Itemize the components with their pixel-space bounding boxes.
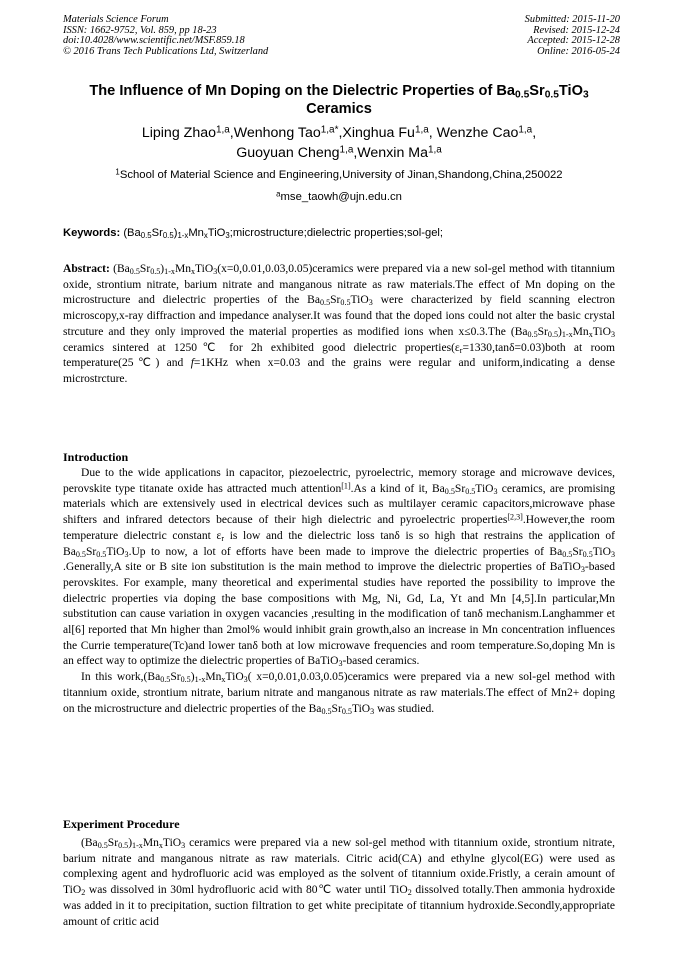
- affiliation: $^1$School of Material Science and Engineering,University of Jinan,Shandong,China,250022: [115, 167, 563, 181]
- revised-date: Revised: 2015-12-24: [533, 24, 620, 36]
- copyright-line: © 2016 Trans Tech Publications Ltd, Switzerland: [63, 45, 269, 57]
- intro-paragraph-2: In this $work,(Ba_{0.5}Sr_{0.5})_{1-x}Mn_xTiO_3$( x=0,0.01,0.03,0.05)ceramics were prepared via a new sol-gel method with titannium oxide, strontium nitrate, barium nitrate and manganous nitrate as raw materials.The effect of Mn2+ doping on the microstructure and dielectric properties of the $Ba_{0.5}Sr_{0.5}TiO_3$ was studied.: [63, 671, 615, 716]
- doi-line: doi:10.4028/www.scientific.net/MSF.859.18: [63, 35, 245, 47]
- introduction-heading: Introduction: [63, 450, 129, 464]
- intro-paragraph-1: Due to the wide applications in capacitor, piezoelectric, pyroelectric, memory storage and microwave devices, perovskite type titanate oxide has attracted much attention[1].As a kind of it, $Ba_{0.5}Sr_{0.5}TiO_3$ ceramics, are promising materials which are extensively used in electrical devices such as multilayer ceramic capacitors,microwave phase shifters and infrared detectors because of their high dielectric and pyroelectric properties[2,3].However,the room temperature dielectric constant $\varepsilon_r$ is low and the dielectric loss tanδ is so high that restrains the application of $Ba_{0.5}Sr_{0.5}TiO_3.Up$ to now, a lot of efforts have been made to improve the dielectric properties of $Ba_{0.5}Sr_{0.5}TiO_3$ .Generally,A site or B site ion substitution is the main method to improve the dielectric properties of BaTiO$_3$-based perovskites. For example, many theoretical and experimental studies have reported the possibility to improve the dielectric properties via doping the base compositions with Mg, Ni, Gd, La, Yt and Mn [4,5].In particular,Mn substitution can cause variation in oxygen vacancies ,resulting in the modification of tanδ mechanism.Langhammer et al[6] reported that Mn higher than 2mol% would inhibit grain growth,also an increase in Mn concentration influences the Currie temperature(Tc)and lower tanδ both at low microwave frequencies and room temperature.So,doping Mn is an effect way to optimize the dielectric properties of BaTiO$_3$-based ceramics.: [63, 467, 616, 669]
- paper-title: The Influence of Mn Doping on the Dielectric Properties of $Ba_{0.5}Sr_{0.5}TiO_3$ Ceramics: [89, 83, 589, 117]
- abstract: [63, 262, 615, 388]
- introduction-body: [63, 466, 615, 717]
- experiment-heading: Experiment Procedure: [63, 817, 180, 831]
- journal-info: [63, 15, 268, 57]
- journal-name: Materials Science Forum: [63, 14, 169, 25]
- author-email: $^a$mse_taowh@ujn.edu.cn: [276, 189, 402, 203]
- keywords: [63, 226, 618, 240]
- author-list: Liping Zhao$^{1,a}$,Wenhong Tao$^{1,a*}$,Xinghua Fu$^{1,a}$, Wenzhe Cao$^{1,a}$, Guoyuan Cheng$^{1,a}$,Wenxin Ma$^{1,a}$: [141, 124, 537, 161]
- online-date: Online: 2016-05-24: [537, 45, 620, 57]
- keywords-label: Keywords:: [63, 227, 121, 239]
- keywords-text: $(Ba_{0.5}Sr_{0.5})_{1-x}Mn_xTiO_3;microstructure;dielectric$ properties;sol-gel;: [123, 227, 444, 240]
- accepted-date: Accepted: 2015-12-28: [527, 35, 620, 47]
- submission-dates: [525, 15, 620, 57]
- experiment-body: [63, 836, 615, 930]
- experiment-paragraph-1: $(Ba_{0.5}Sr_{0.5})_{1-x}Mn_xTiO_3$ ceramics were prepared via a new sol-gel method with titannium oxide, strontium nitrate, barium nitrate and manganous nitrate as raw materials. Citric acid(CA) and ethylne glycol(EG) were used as complexing agent and hydrofluoric acid was employed as the solvent of titannium oxide.Fristly, a cerain amount of TiO$_2$ was dissolved in 30ml hydrofluoric acid with 80℃ water until TiO$_2$ dissolved totally.Then ammonia hydroxide was added in it to precipitation, suction filtration to get white precipitate of titannium hydroxide.Secondly,appropriate amount of critic acid: [63, 837, 616, 928]
- submitted-date: Submitted: 2015-11-20: [524, 14, 620, 25]
- issn-line: ISSN: 1662-9752, Vol. 859, pp 18-23: [63, 24, 217, 36]
- abstract-label: Abstract:: [63, 263, 110, 275]
- abstract-text: $(Ba_{0.5}Sr_{0.5})_{1-x}Mn_xTiO_3(x=0,0.01,0.03,0.05)ceramics$ were prepared via a new sol-gel method with titannium oxide, strontium nitrate, barium nitrate and manganous nitrate as raw materials.The effect of Mn doping on the microstructure and dielectric properties of the $Ba_{0.5}Sr_{0.5}TiO_3$ were characterized by field scanning electron microscopy,x-ray diffraction and impedance analyser.It was found that the doped ions could not alter the basic crystal strcuture and they only improved the material properties as modified ions when x≤0.3.The $(Ba_{0.5}Sr_{0.5})_{1-x}Mn_xTiO_3$ ceramics sintered at 1250℃ for 2h exhibited good dielectric $properties(\varepsilon_r=1330,\tan\delta=0.03)both$ at room temperature(25℃) and f=1KHz when x=0.03 and the grains were regular and uniform,indicating a dense microstrcture.: [63, 263, 615, 385]
